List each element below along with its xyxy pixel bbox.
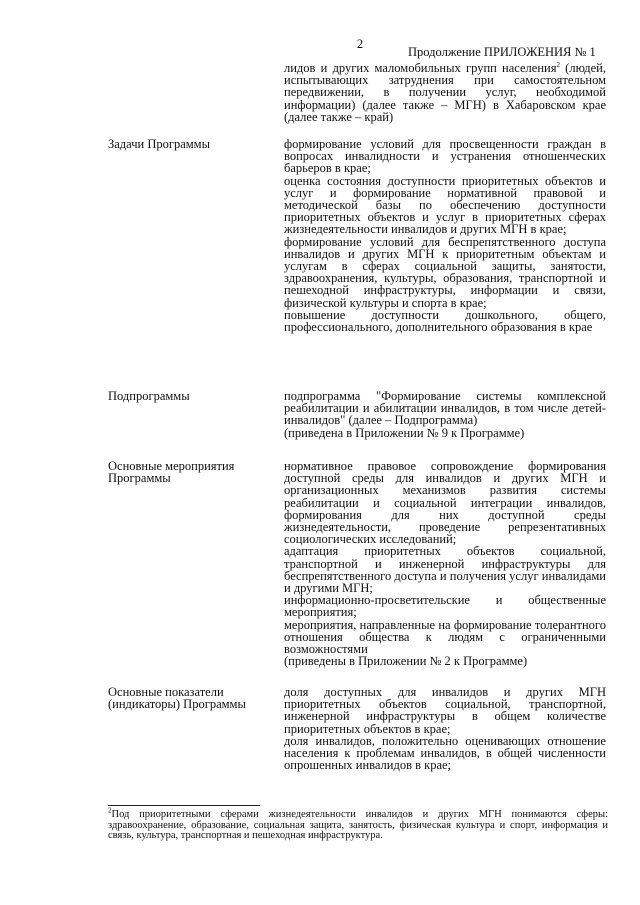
task-paragraph: оценка состояния доступности приоритетных объектов и услуг и формирование нормативной правовой и методической базы по обеспечению доступности приоритетных объектов и услуг в приоритетных сферах жизнедеятельности инвалидов и других МГН в крае; [284,173,606,237]
goal-text-start: лидов и других маломобильных групп населения [284,61,557,75]
subprogram-reference: (приведена в Приложении № 9 к Программе) [284,425,525,440]
row-value-tasks [284,138,606,333]
row-label-subprograms: Подпрограммы [108,389,190,403]
goal-text-end: (людей, испытывающих затруднения при самостоятельном передвижении, в получении услуг, необходимой информации) (далее также – МГН) в Хабаровском крае (далее также – край) [284,61,606,124]
appendix-continuation-heading: Продолжение ПРИЛОЖЕНИЯ № 1 [408,45,596,59]
footnote-reference[interactable]: 2 [556,60,560,69]
task-paragraph: повышение доступности дошкольного, общего, профессионального, дополнительного образования в крае [284,307,606,335]
row-label-indicators: Основные показатели (индикаторы) Программы [108,685,246,712]
footnote [108,806,608,842]
task-paragraph: формирование условий для просвещенности граждан в вопросах инвалидности и устранения отношенческих барьеров в крае; [284,137,606,176]
footnote-mark: 2 [108,806,112,815]
row-value [284,62,606,123]
footnote-separator [108,805,260,806]
row-label-tasks: Задачи Программы [108,137,210,151]
activity-paragraph: нормативное правовое сопровождение формирования доступной среды для инвалидов и других МГН и организационных механизмов развития системы реабилитации и социальной интеграции инвалидов, формирования для них доступной среды жизнедеятельности, проведение репрезентативных социологических исследований; [284,459,606,547]
activity-reference: (приведены в Приложении № 2 к Программе) [284,654,528,669]
footnote-text: Под приоритетными сферами жизнедеятельности инвалидов и других МГН понимаются сферы: здравоохранение, образование, социальная защита, занятость, физическая культура и спорт, информация и связь, культура, транспортная и пешеходная инфраструктура. [108,809,608,842]
indicator-paragraph: доля доступных для инвалидов и других МГН приоритетных объектов социальной, транспортной, инженерной инфраструктуры в общем количестве приоритетных объектов в крае; [284,685,606,736]
indicator-paragraph: доля инвалидов, положительно оценивающих отношение населения к проблемам инвалидов, в общей численности опрошенных инвалидов в крае; [284,733,606,773]
page-number: 2 [356,37,364,51]
row-value-main-activities [284,460,606,667]
row-value-indicators [284,686,606,771]
row-label-main-activities: Основные мероприятия Программы [108,459,235,486]
task-paragraph: формирование условий для беспрепятственного доступа инвалидов и других МГН к приоритетным объектам и услугам в сферах социальной защиты, занятости, здравоохранения, культуры, образования, транспортной и пешеходной инфраструктуры, информации и связи, физической культуры и спорта в крае; [284,234,606,310]
goal-continuation-paragraph [284,62,606,123]
activity-paragraph: адаптация приоритетных объектов социальной, транспортной и инженерной инфраструктуры для беспрепятственного доступа и получения услуг инвалидами и другими МГН; [284,544,606,596]
row-value-subprograms [284,390,606,439]
activity-paragraph: мероприятия, направленные на формирование толерантного отношения общества к людям с ограниченными возможностями [284,617,606,657]
subprogram-paragraph: подпрограмма "Формирование системы комплексной реабилитации и абилитации инвалидов, в том числе детей-инвалидов" (далее – Подпрограмма) [284,389,606,428]
activity-paragraph: информационно-просветительские и общественные мероприятия; [284,593,606,620]
